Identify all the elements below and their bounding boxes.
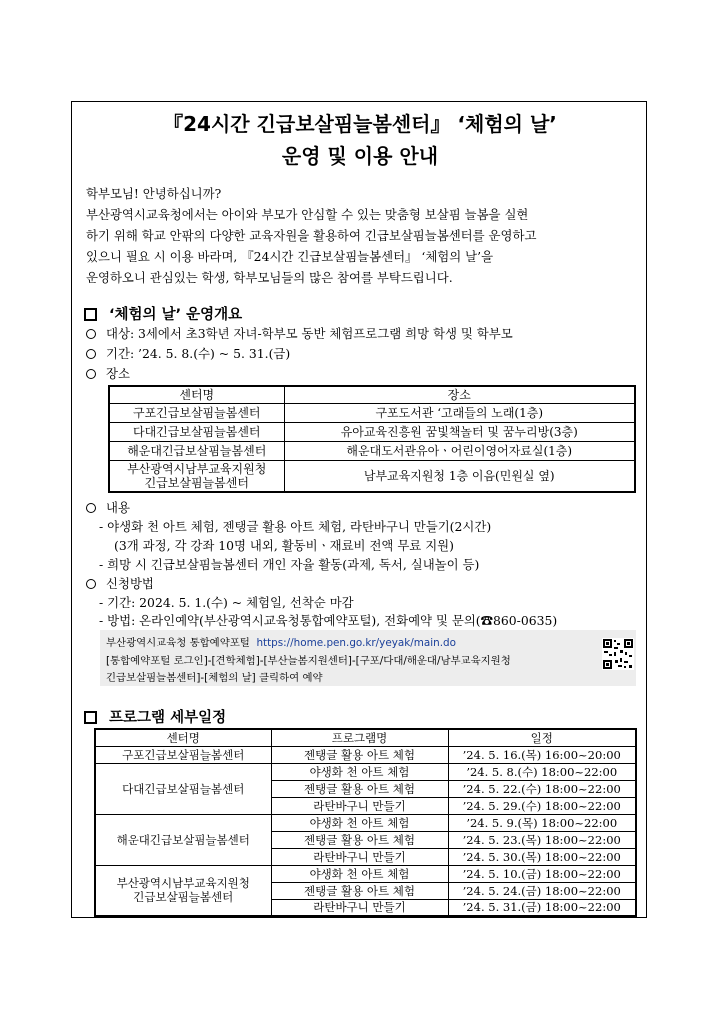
intro-line: 하기 위해 학교 안팎의 다양한 교육자원을 활용하여 긴급보살핌늘봄센터를 운영하고 bbox=[86, 228, 537, 243]
date-cell: ’24. 5. 22.(수) 18:00~22:00 bbox=[448, 780, 636, 797]
table-header: 일정 bbox=[448, 729, 636, 746]
schedule-table bbox=[94, 728, 637, 917]
intro-line: 학부모님! 안녕하십니까? bbox=[86, 186, 222, 201]
program-cell: 야생화 천 아트 체험 bbox=[271, 865, 448, 882]
circle-bullet-icon bbox=[86, 503, 96, 513]
circle-bullet-icon bbox=[86, 579, 96, 589]
program-cell: 젠탱글 활용 아트 체험 bbox=[271, 780, 448, 797]
content-line: - 야생화 천 아트 체험, 젠탱글 활용 아트 체험, 라탄바구니 만들기(2시간) bbox=[99, 519, 492, 534]
table-cell: 유아교육진흥원 꿈빛책놀터 및 꿈누리방(3층) bbox=[284, 422, 635, 441]
circle-bullet-icon bbox=[86, 369, 96, 379]
content-line: (3개 과정, 각 강좌 10명 내외, 활동비ㆍ재료비 전액 무료 지원) bbox=[114, 538, 454, 553]
intro-line: 운영하오니 관심있는 학생, 학부모님들의 많은 참여를 부탁드립니다. bbox=[86, 270, 453, 285]
portal-line: 부산광역시교육청 통합예약포털 https://home.pen.go.kr/yeyak/main.do bbox=[106, 637, 456, 649]
overview-heading: ‘체험의 날’ 운영개요 bbox=[84, 303, 242, 324]
checkbox-square-icon bbox=[84, 308, 97, 321]
table-cell: 구포도서관 ‘고래들의 노래(1층) bbox=[284, 403, 635, 422]
apply-label: 신청방법 bbox=[86, 574, 154, 592]
date-cell: ’24. 5. 8.(수) 18:00~22:00 bbox=[448, 763, 636, 780]
program-cell: 젠탱글 활용 아트 체험 bbox=[271, 882, 448, 899]
apply-line: - 기간: 2024. 5. 1.(수) ~ 체험일, 선착순 마감 bbox=[99, 595, 354, 610]
circle-bullet-icon bbox=[86, 329, 96, 339]
date-cell: ’24. 5. 29.(수) 18:00~22:00 bbox=[448, 797, 636, 814]
program-cell: 라탄바구니 만들기 bbox=[271, 848, 448, 865]
table-cell: 남부교육지원청 1층 이음(민원실 옆) bbox=[284, 460, 635, 492]
content-label: 내용 bbox=[86, 498, 130, 516]
portal-link[interactable]: https://home.pen.go.kr/yeyak/main.do bbox=[256, 637, 456, 649]
apply-line: - 방법: 온라인예약(부산광역시교육청통합예약포털), 전화예약 및 문의(☎860-0635) bbox=[99, 613, 558, 628]
portal-path: [통합예약포털 로그인]-[견학체험]-[부산늘봄지원센터]-[구포/다대/해운대/남부교육지원청 bbox=[106, 655, 511, 667]
place-label: 장소 bbox=[86, 364, 130, 382]
table-cell: 해운대도서관유아ㆍ어린이영어자료실(1층) bbox=[284, 441, 635, 460]
table-header: 센터명 bbox=[95, 729, 271, 746]
date-cell: ’24. 5. 31.(금) 18:00~22:00 bbox=[448, 899, 636, 916]
center-cell: 해운대긴급보살핌늘봄센터 bbox=[95, 814, 271, 865]
place-table bbox=[108, 385, 636, 493]
center-cell: 구포긴급보살핌늘봄센터 bbox=[95, 746, 271, 763]
target-line: 대상: 3세에서 초3학년 자녀-학부모 동반 체험프로그램 희망 학생 및 학부모 bbox=[86, 324, 513, 342]
date-cell: ’24. 5. 16.(목) 16:00~20:00 bbox=[448, 746, 636, 763]
date-cell: ’24. 5. 9.(목) 18:00~22:00 bbox=[448, 814, 636, 831]
page-subtitle: 운영 및 이용 안내 bbox=[281, 144, 439, 168]
reservation-note bbox=[100, 630, 636, 686]
table-cell: 다대긴급보살핌늘봄센터 bbox=[109, 422, 284, 441]
program-cell: 젠탱글 활용 아트 체험 bbox=[271, 831, 448, 848]
table-header: 프로그램명 bbox=[271, 729, 448, 746]
table-header: 장소 bbox=[284, 386, 635, 403]
program-cell: 야생화 천 아트 체험 bbox=[271, 763, 448, 780]
page-title: 『24시간 긴급보살핌늘봄센터』 ‘체험의 날’ bbox=[163, 112, 557, 136]
table-cell: 구포긴급보살핌늘봄센터 bbox=[109, 403, 284, 422]
content-line: - 희망 시 긴급보살핌늘봄센터 개인 자율 활동(과제, 독서, 실내놀이 등) bbox=[99, 557, 480, 572]
table-cell: 부산광역시남부교육지원청 긴급보살핌늘봄센터 bbox=[109, 460, 284, 492]
date-cell: ’24. 5. 23.(목) 18:00~22:00 bbox=[448, 831, 636, 848]
portal-path: 긴급보살핌늘봄센터]-[체험의 날] 클릭하여 예약 bbox=[106, 672, 323, 684]
circle-bullet-icon bbox=[86, 349, 96, 359]
qr-code-icon[interactable] bbox=[602, 638, 634, 670]
center-cell: 부산광역시남부교육지원청 긴급보살핌늘봄센터 bbox=[95, 865, 271, 916]
table-header: 센터명 bbox=[109, 386, 284, 403]
program-cell: 야생화 천 아트 체험 bbox=[271, 814, 448, 831]
intro-paragraph bbox=[86, 183, 636, 288]
period-line: 기간: ’24. 5. 8.(수) ~ 5. 31.(금) bbox=[86, 344, 290, 362]
program-cell: 라탄바구니 만들기 bbox=[271, 899, 448, 916]
date-cell: ’24. 5. 24.(금) 18:00~22:00 bbox=[448, 882, 636, 899]
program-cell: 젠탱글 활용 아트 체험 bbox=[271, 746, 448, 763]
date-cell: ’24. 5. 10.(금) 18:00~22:00 bbox=[448, 865, 636, 882]
intro-line: 부산광역시교육청에서는 아이와 부모가 안심할 수 있는 맞춤형 보살핌 늘봄을 실현 bbox=[86, 207, 529, 222]
date-cell: ’24. 5. 30.(목) 18:00~22:00 bbox=[448, 848, 636, 865]
center-cell: 다대긴급보살핌늘봄센터 bbox=[95, 763, 271, 814]
table-cell: 해운대긴급보살핌늘봄센터 bbox=[109, 441, 284, 460]
intro-line: 있으니 필요 시 이용 바라며, 『24시간 긴급보살핌늘봄센터』 ‘체험의 날’을 bbox=[86, 249, 494, 264]
program-cell: 라탄바구니 만들기 bbox=[271, 797, 448, 814]
schedule-heading: 프로그램 세부일정 bbox=[84, 706, 226, 727]
checkbox-square-icon bbox=[84, 711, 97, 724]
